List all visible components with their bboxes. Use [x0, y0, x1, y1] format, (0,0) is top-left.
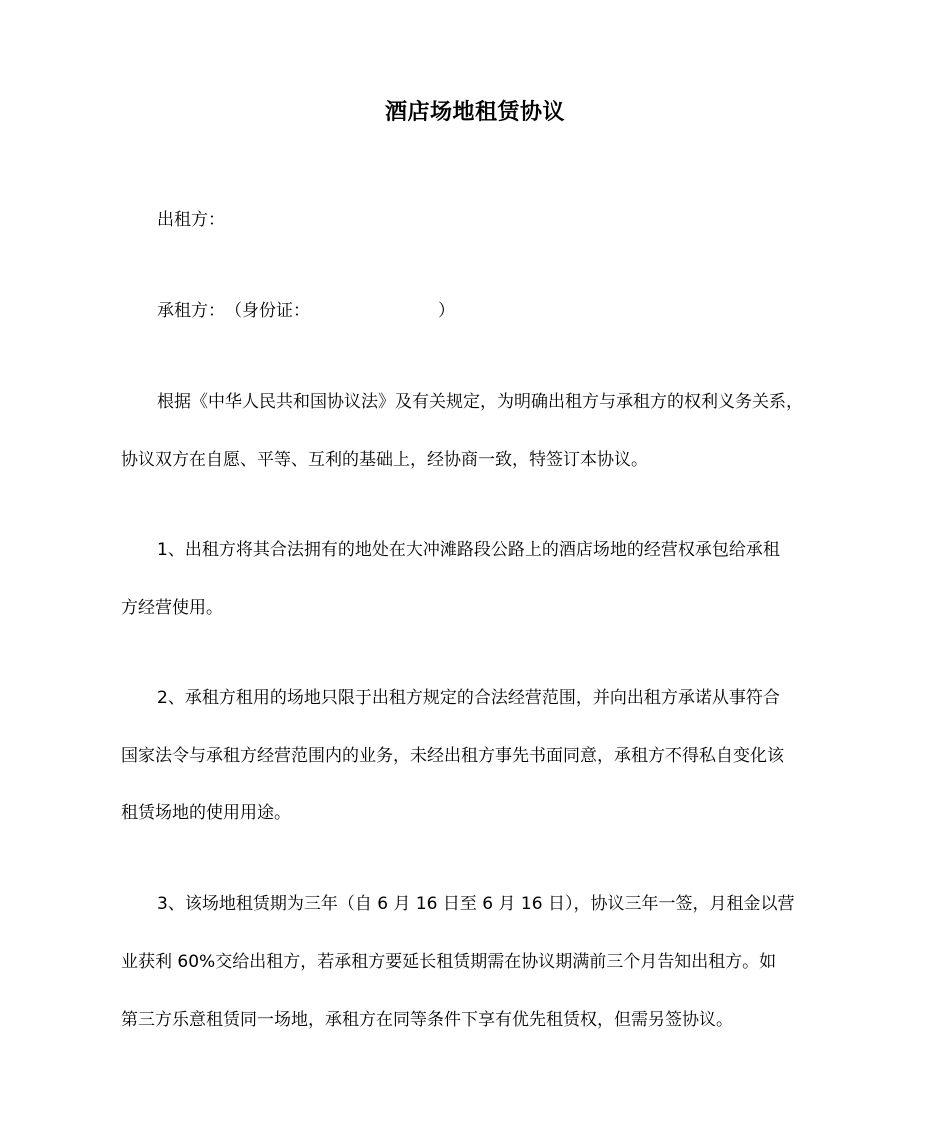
clause2-line-3: 租赁场地的使用用途。 — [121, 803, 291, 823]
clause2-line-1: 2、承租方租用的场地只限于出租方规定的合法经营范围，并向出租方承诺从事符合 — [157, 688, 780, 708]
id-close: ） — [438, 301, 455, 321]
clause3-line-1: 3、该场地租赁期为三年（自 6 月 16 日至 6 月 16 日），协议三年一签，月租金以营 — [157, 894, 795, 914]
clause2-line-2: 国家法令与承租方经营范围内的业务，未经出租方事先书面同意，承租方不得私自变化该 — [121, 746, 784, 766]
preamble-line-1: 根据《中华人民共和国协议法》及有关规定，为明确出租方与承租方的权利义务关系， — [157, 392, 803, 412]
id-label: （身份证： — [225, 301, 310, 321]
lessor-label: 出租方： — [157, 210, 225, 230]
lessor-line — [121, 208, 877, 232]
clause1-line-2: 方经营使用。 — [121, 598, 223, 618]
document-title: 酒店场地租赁协议 — [384, 100, 565, 125]
clause3-line-2: 业获利 60%交给出租方，若承租方要延长租赁期需在协议期满前三个月告知出租方。如 — [121, 952, 777, 972]
clause3-line-3: 第三方乐意租赁同一场地，承租方在同等条件下享有优先租赁权，但需另签协议。 — [121, 1010, 733, 1030]
clause1-line-1: 1、出租方将其合法拥有的地处在大冲滩路段公路上的酒店场地的经营权承包给承租 — [157, 540, 780, 560]
preamble-line-2: 协议双方在自愿、平等、互利的基础上，经协商一致，特签订本协议。 — [121, 450, 648, 470]
lessee-line — [121, 299, 877, 323]
lessee-label: 承租方： — [157, 301, 225, 321]
